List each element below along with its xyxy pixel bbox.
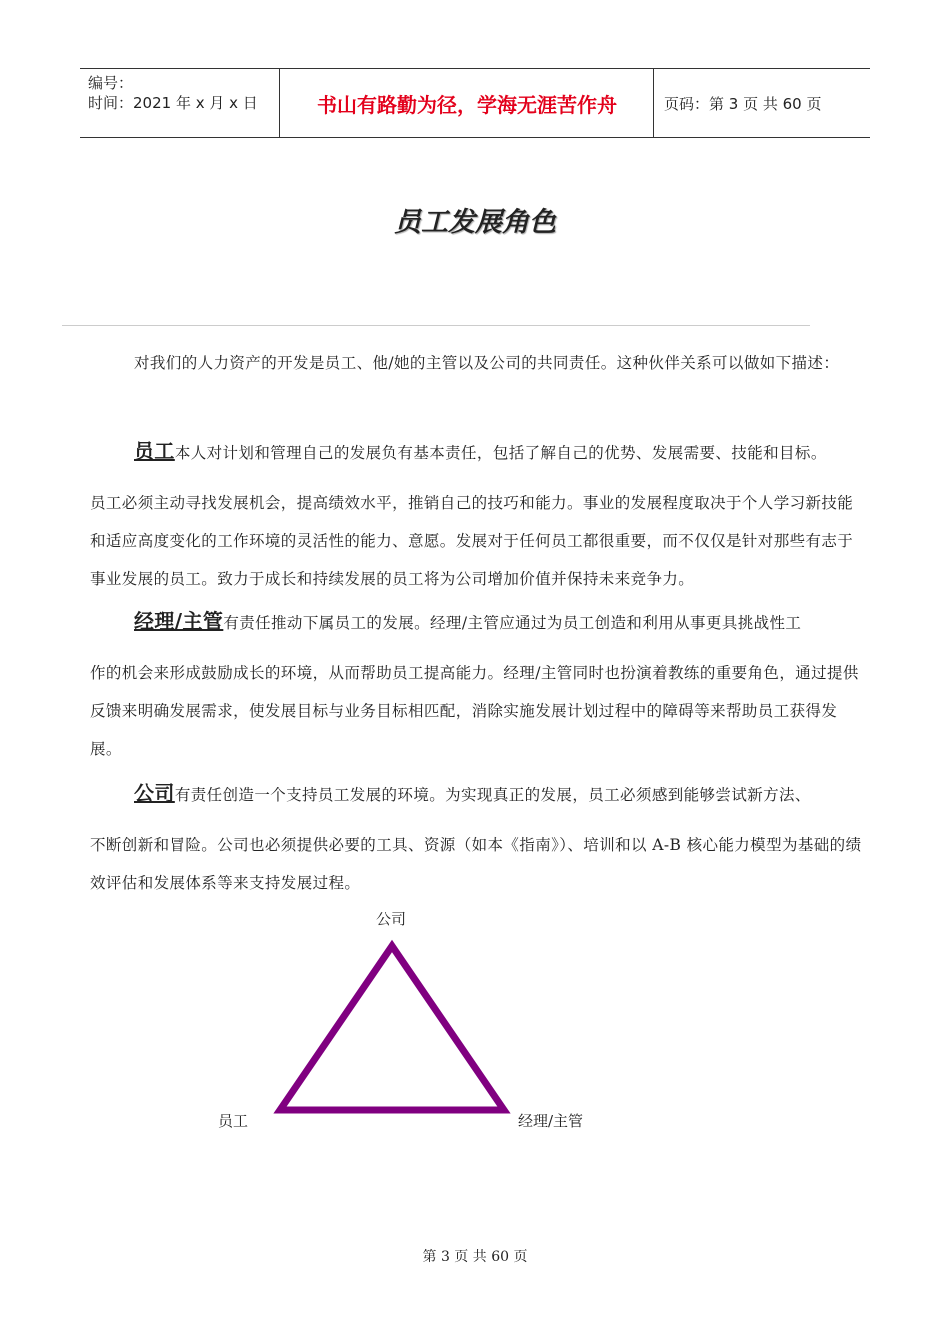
section-lead: 经理/主管 xyxy=(134,609,224,633)
section-manager-body: 作的机会来形成鼓励成长的环境，从而帮助员工提高能力。经理/主管同时也扮演着教练的重要角色，通过提供反馈来明确发展需求，使发展目标与业务目标相匹配，消除实施发展计划过程中的障碍等来帮助员工获得发展。 xyxy=(90,664,859,758)
diagram-label-employee: 员工 xyxy=(218,1112,249,1130)
intro-paragraph: 对我们的人力资产的开发是员工、他/她的主管以及公司的共同责任。这种伙伴关系可以做如下描述： xyxy=(134,354,840,372)
section-employee-first-line xyxy=(134,434,874,470)
section-first-line: 有责任推动下属员工的发展。经理/主管应通过为员工创造和利用从事更具挑战性工 xyxy=(223,614,802,632)
triangle-shape xyxy=(280,946,504,1110)
page-footer: 第 3 页 共 60 页 xyxy=(422,1249,528,1265)
header-page-label: 页码：第 3 页 共 60 页 xyxy=(664,94,822,113)
section-first-line: 有责任创造一个支持员工发展的环境。为实现真正的发展，员工必须感到能够尝试新方法、 xyxy=(174,786,811,804)
section-company-first-line xyxy=(134,776,874,812)
page-header xyxy=(80,68,870,138)
diagram-label-manager: 经理/主管 xyxy=(518,1112,584,1130)
section-manager-first-line xyxy=(134,604,874,640)
section-company-body: 不断创新和冒险。公司也必须提供必要的工具、资源（如本《指南》）、培训和以 A-B 核心能力模型为基础的绩效评估和发展体系等来支持发展过程。 xyxy=(90,836,862,892)
header-meta xyxy=(80,69,280,137)
section-lead: 公司 xyxy=(134,781,175,805)
role-triangle-diagram xyxy=(270,938,515,1118)
divider xyxy=(62,325,810,326)
diagram-label-company: 公司 xyxy=(376,910,407,928)
section-first-line: 本人对计划和管理自己的发展负有基本责任，包括了解自己的优势、发展需要、技能和目标。 xyxy=(174,444,827,462)
section-employee-body: 员工必须主动寻找发展机会，提高绩效水平，推销自己的技巧和能力。事业的发展程度取决于个人学习新技能和适应高度变化的工作环境的灵活性的能力、意愿。发展对于任何员工都很重要，而不仅仅是针对那些有志于事业发展的员工。致力于成长和持续发展的员工将为公司增加价值并保持未来竞争力。 xyxy=(90,494,854,588)
number-label: 编号： xyxy=(88,74,134,92)
header-motto: 书山有路勤为径，学海无涯苦作舟 xyxy=(281,69,654,137)
page-title: 员工发展角色 xyxy=(394,207,556,238)
time-label: 时间：2021 年 x 月 x 日 xyxy=(88,94,258,112)
section-lead: 员工 xyxy=(134,439,175,463)
